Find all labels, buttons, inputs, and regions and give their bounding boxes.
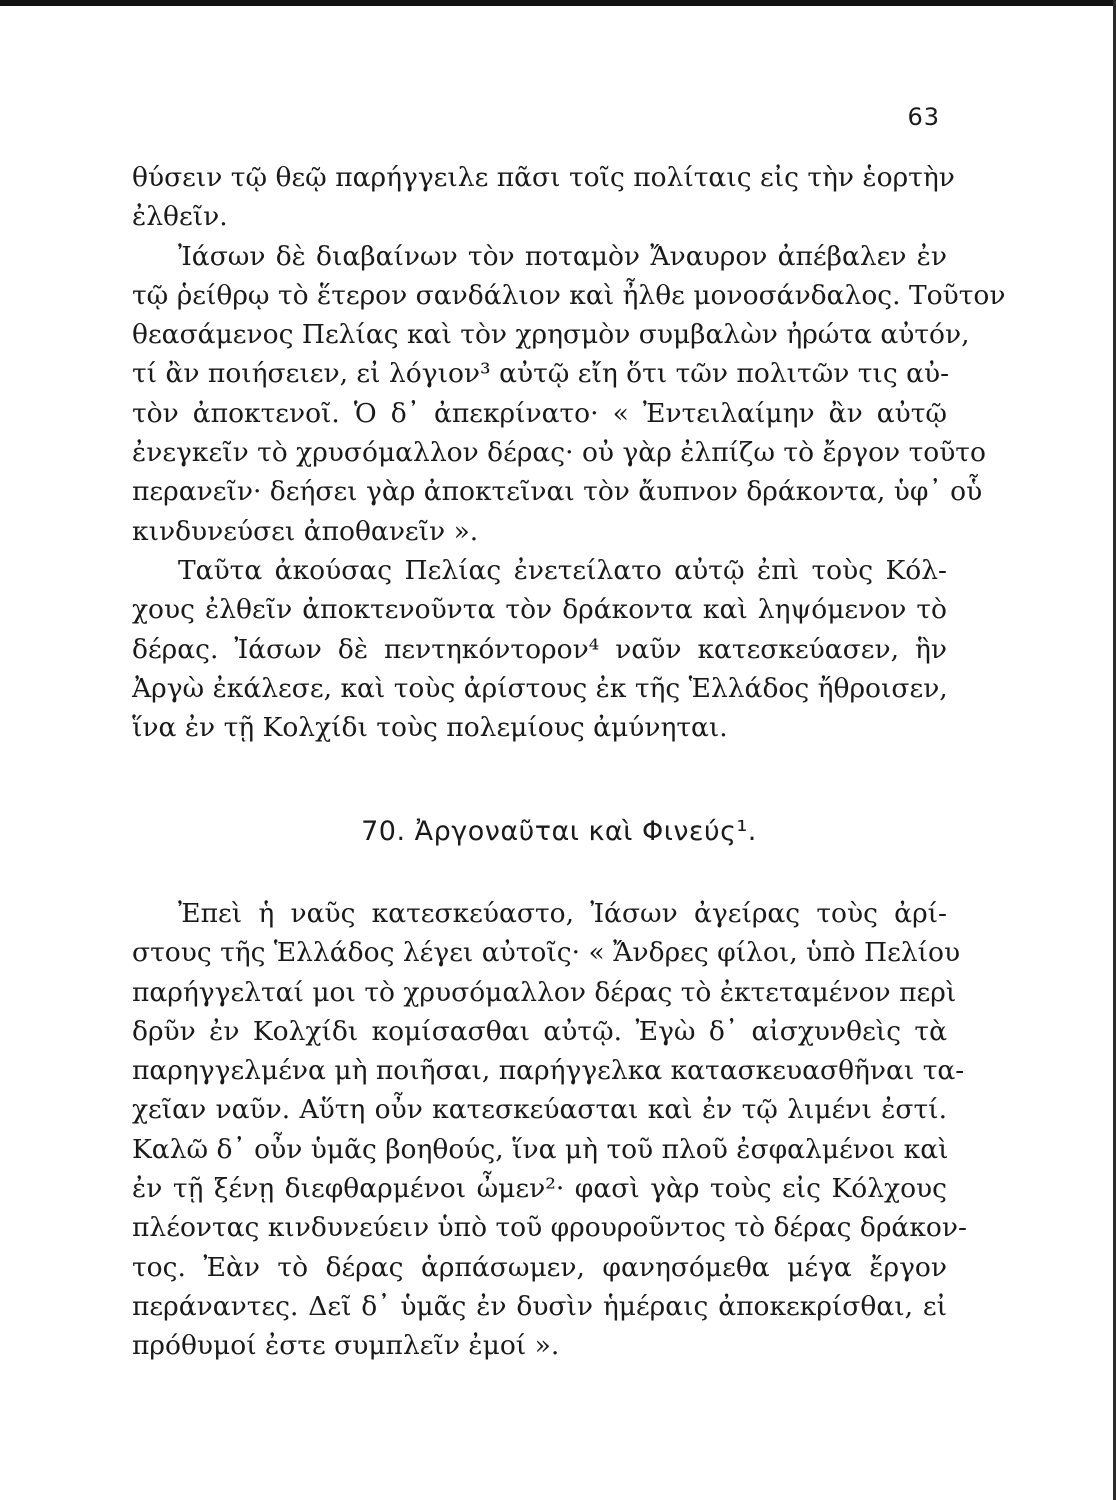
section-2-text: [132, 894, 967, 1366]
text-line: κινδυνεύσει ἀποθανεῖν ».: [132, 515, 479, 547]
text-line: Καλῶ δ᾿ οὖν ὑμᾶς βοηθούς, ἵνα μὴ τοῦ πλοῦ ἐσφαλμένοι καὶ: [132, 1133, 949, 1165]
text-line: παρηγγελμένα μὴ ποιῆσαι, παρήγγελκα κατασκευασθῆναι τα-: [132, 1055, 965, 1087]
text-line: ἐνεγκεῖν τὸ χρυσόμαλλον δέρας· οὐ γὰρ ἐλπίζω τὸ ἔργον τοῦτο: [132, 437, 986, 469]
text-line: θεασάμενος Πελίας καὶ τὸν χρησμὸν συμβαλὼν ἠρώτα αὐτόν,: [132, 319, 970, 351]
section-1-text: [132, 158, 1006, 747]
text-line: πλέοντας κινδυνεύειν ὑπὸ τοῦ φρουροῦντος τὸ δέρας δράκον-: [132, 1212, 967, 1244]
text-line: δρῦν ἐν Κολχίδι κομίσασθαι αὐτῷ. Ἐγὼ δ᾿ αἰσχυνθεὶς τὰ: [132, 1015, 947, 1047]
text-line: τος. Ἐὰν τὸ δέρας ἁρπάσωμεν, φανησόμεθα μέγα ἔργον: [132, 1251, 947, 1283]
text-line: δέρας. Ἰάσων δὲ πεντηκόντορον⁴ ναῦν κατεσκεύασεν, ἣν: [132, 633, 947, 665]
text-line: παρήγγελταί μοι τὸ χρυσόμαλλον δέρας τὸ ἐκτεταμένον περὶ: [132, 976, 957, 1008]
top-border: [0, 0, 1116, 6]
text-line: Ἀργὼ ἐκάλεσε, καὶ τοὺς ἀρίστους ἐκ τῆς Ἑλλάδος ἤθροισεν,: [132, 672, 948, 704]
text-line: περανεῖν· δεήσει γὰρ ἀποκτεῖναι τὸν ἄυπνον δράκοντα, ὑφ᾿ οὗ: [132, 476, 983, 508]
text-line: τί ἂν ποιήσειεν, εἰ λόγιον³ αὐτῷ εἴη ὅτι τῶν πολιτῶν τις αὐ-: [132, 358, 950, 390]
chapter-title: 70. Ἀργοναῦται καὶ Φινεύς¹.: [361, 816, 757, 847]
text-line: ἵνα ἐν τῇ Κολχίδι τοὺς πολεμίους ἀμύνηται.: [132, 712, 728, 744]
text-line: θύσειν τῷ θεῷ παρήγγειλε πᾶσι τοῖς πολίταις εἰς τὴν ἑορτὴν: [132, 162, 955, 193]
text-line: τῷ ῥείθρῳ τὸ ἕτερον σανδάλιον καὶ ἦλθε μονοσάνδαλος. Τοῦτον: [132, 279, 1006, 311]
text-line: Ἐπεὶ ἡ ναῦς κατεσκεύαστο, Ἰάσων ἀγείρας τοὺς ἀρί-: [178, 898, 947, 929]
text-line: χους ἐλθεῖν ἀποκτενοῦντα τὸν δράκοντα καὶ ληψόμενον τὸ: [132, 594, 947, 626]
text-line: ἐλθεῖν.: [132, 201, 228, 233]
text-line: τὸν ἀποκτενοῖ. Ὁ δ᾿ ἀπεκρίνατο· « Ἐντειλαίμην ἂν αὐτῷ: [132, 397, 947, 429]
text-line: Ἰάσων δὲ διαβαίνων τὸν ποταμὸν Ἄναυρον ἀπέβαλεν ἐν: [178, 240, 947, 272]
text-line: Ταῦτα ἀκούσας Πελίας ἐνετείλατο αὐτῷ ἐπὶ τοὺς Κόλ-: [178, 554, 947, 586]
page-number: 63: [907, 103, 940, 131]
text-line: χεῖαν ναῦν. Αὕτη οὖν κατεσκεύασται καὶ ἐν τῷ λιμένι ἐστί.: [132, 1094, 947, 1126]
text-line: ἐν τῇ ξένῃ διεφθαρμένοι ὦμεν²· φασὶ γὰρ τοὺς εἰς Κόλχους: [132, 1173, 947, 1205]
text-line: περάναντες. Δεῖ δ᾿ ὑμᾶς ἐν δυσὶν ἡμέραις ἀποκεκρίσθαι, εἰ: [132, 1290, 947, 1322]
text-line: στους τῆς Ἑλλάδος λέγει αὐτοῖς· « Ἄνδρες φίλοι, ὑπὸ Πελίου: [132, 937, 961, 969]
text-line: πρόθυμοί ἐστε συμπλεῖν ἐμοί ».: [132, 1330, 560, 1362]
chapter-heading: [0, 816, 1116, 847]
